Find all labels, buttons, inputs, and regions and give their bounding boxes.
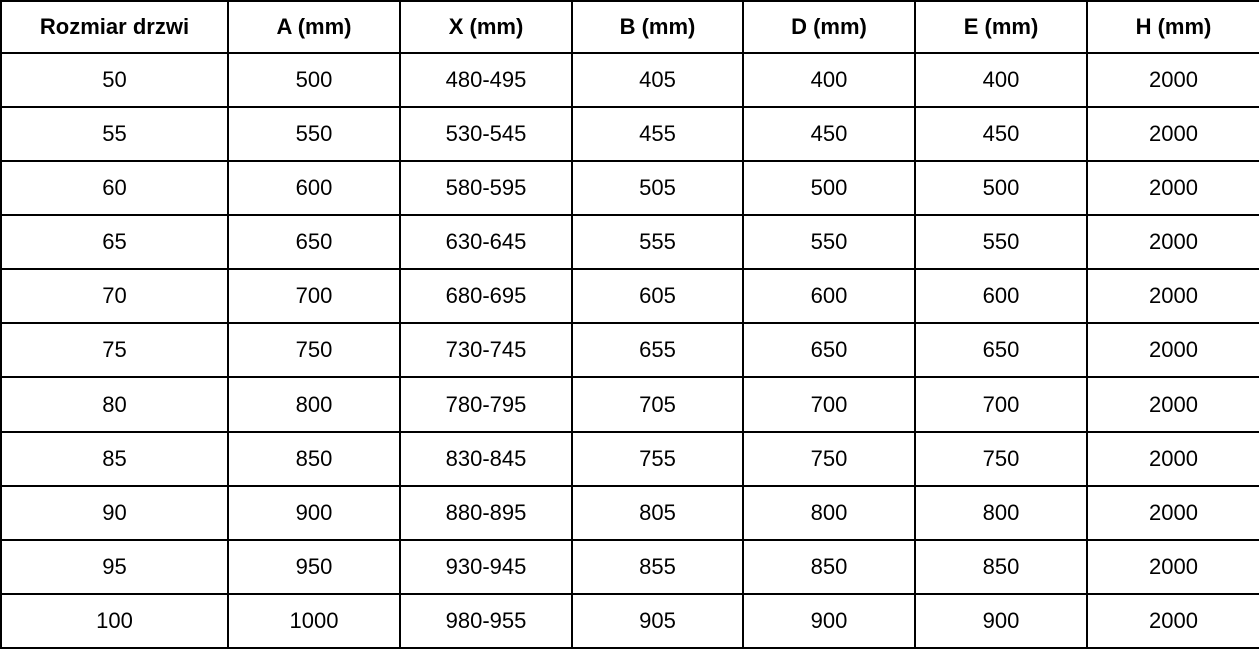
value-cell: 600: [228, 161, 400, 215]
table-row: [1, 323, 1259, 377]
value-cell: 600: [743, 269, 915, 323]
value-cell: 600: [915, 269, 1087, 323]
value-cell: 500: [915, 161, 1087, 215]
value-cell: 550: [743, 215, 915, 269]
value-cell: 455: [572, 107, 743, 161]
door-size-cell: 75: [1, 323, 228, 377]
value-cell: 555: [572, 215, 743, 269]
table-row: [1, 215, 1259, 269]
value-cell: 450: [915, 107, 1087, 161]
value-cell: 905: [572, 594, 743, 648]
value-cell: 980-955: [400, 594, 572, 648]
door-size-cell: 85: [1, 432, 228, 486]
door-size-cell: 95: [1, 540, 228, 594]
value-cell: 755: [572, 432, 743, 486]
value-cell: 550: [228, 107, 400, 161]
value-cell: 2000: [1087, 323, 1259, 377]
header-b-mm: B (mm): [572, 1, 743, 53]
value-cell: 800: [743, 486, 915, 540]
value-cell: 930-945: [400, 540, 572, 594]
table-row: [1, 432, 1259, 486]
value-cell: 750: [915, 432, 1087, 486]
value-cell: 500: [743, 161, 915, 215]
value-cell: 750: [743, 432, 915, 486]
value-cell: 850: [915, 540, 1087, 594]
value-cell: 2000: [1087, 432, 1259, 486]
value-cell: 2000: [1087, 53, 1259, 107]
value-cell: 400: [743, 53, 915, 107]
value-cell: 700: [228, 269, 400, 323]
value-cell: 405: [572, 53, 743, 107]
value-cell: 750: [228, 323, 400, 377]
header-d-mm: D (mm): [743, 1, 915, 53]
value-cell: 1000: [228, 594, 400, 648]
table-row: [1, 269, 1259, 323]
value-cell: 805: [572, 486, 743, 540]
value-cell: 2000: [1087, 377, 1259, 431]
door-size-cell: 65: [1, 215, 228, 269]
value-cell: 2000: [1087, 107, 1259, 161]
value-cell: 850: [228, 432, 400, 486]
value-cell: 550: [915, 215, 1087, 269]
value-cell: 880-895: [400, 486, 572, 540]
value-cell: 2000: [1087, 540, 1259, 594]
value-cell: 730-745: [400, 323, 572, 377]
value-cell: 2000: [1087, 486, 1259, 540]
table-row: [1, 161, 1259, 215]
value-cell: 605: [572, 269, 743, 323]
door-size-cell: 50: [1, 53, 228, 107]
value-cell: 505: [572, 161, 743, 215]
door-size-cell: 70: [1, 269, 228, 323]
value-cell: 2000: [1087, 269, 1259, 323]
header-e-mm: E (mm): [915, 1, 1087, 53]
header-a-mm: A (mm): [228, 1, 400, 53]
value-cell: 830-845: [400, 432, 572, 486]
value-cell: 705: [572, 377, 743, 431]
value-cell: 2000: [1087, 594, 1259, 648]
table-row: [1, 486, 1259, 540]
table-body: [1, 53, 1259, 648]
header-rozmiar-drzwi: Rozmiar drzwi: [1, 1, 228, 53]
table-row: [1, 53, 1259, 107]
value-cell: 650: [743, 323, 915, 377]
value-cell: 480-495: [400, 53, 572, 107]
value-cell: 850: [743, 540, 915, 594]
table-header-row: [1, 1, 1259, 53]
table-row: [1, 377, 1259, 431]
header-x-mm: X (mm): [400, 1, 572, 53]
value-cell: 400: [915, 53, 1087, 107]
door-size-cell: 90: [1, 486, 228, 540]
value-cell: 650: [228, 215, 400, 269]
door-size-cell: 55: [1, 107, 228, 161]
value-cell: 900: [915, 594, 1087, 648]
value-cell: 2000: [1087, 215, 1259, 269]
door-size-cell: 80: [1, 377, 228, 431]
value-cell: 855: [572, 540, 743, 594]
value-cell: 800: [915, 486, 1087, 540]
door-size-cell: 60: [1, 161, 228, 215]
header-h-mm: H (mm): [1087, 1, 1259, 53]
table-row: [1, 594, 1259, 648]
value-cell: 530-545: [400, 107, 572, 161]
value-cell: 680-695: [400, 269, 572, 323]
table-row: [1, 540, 1259, 594]
value-cell: 655: [572, 323, 743, 377]
value-cell: 780-795: [400, 377, 572, 431]
value-cell: 900: [228, 486, 400, 540]
value-cell: 900: [743, 594, 915, 648]
value-cell: 580-595: [400, 161, 572, 215]
value-cell: 950: [228, 540, 400, 594]
value-cell: 500: [228, 53, 400, 107]
door-size-cell: 100: [1, 594, 228, 648]
value-cell: 650: [915, 323, 1087, 377]
value-cell: 2000: [1087, 161, 1259, 215]
value-cell: 800: [228, 377, 400, 431]
value-cell: 630-645: [400, 215, 572, 269]
value-cell: 700: [915, 377, 1087, 431]
table-row: [1, 107, 1259, 161]
value-cell: 700: [743, 377, 915, 431]
value-cell: 450: [743, 107, 915, 161]
